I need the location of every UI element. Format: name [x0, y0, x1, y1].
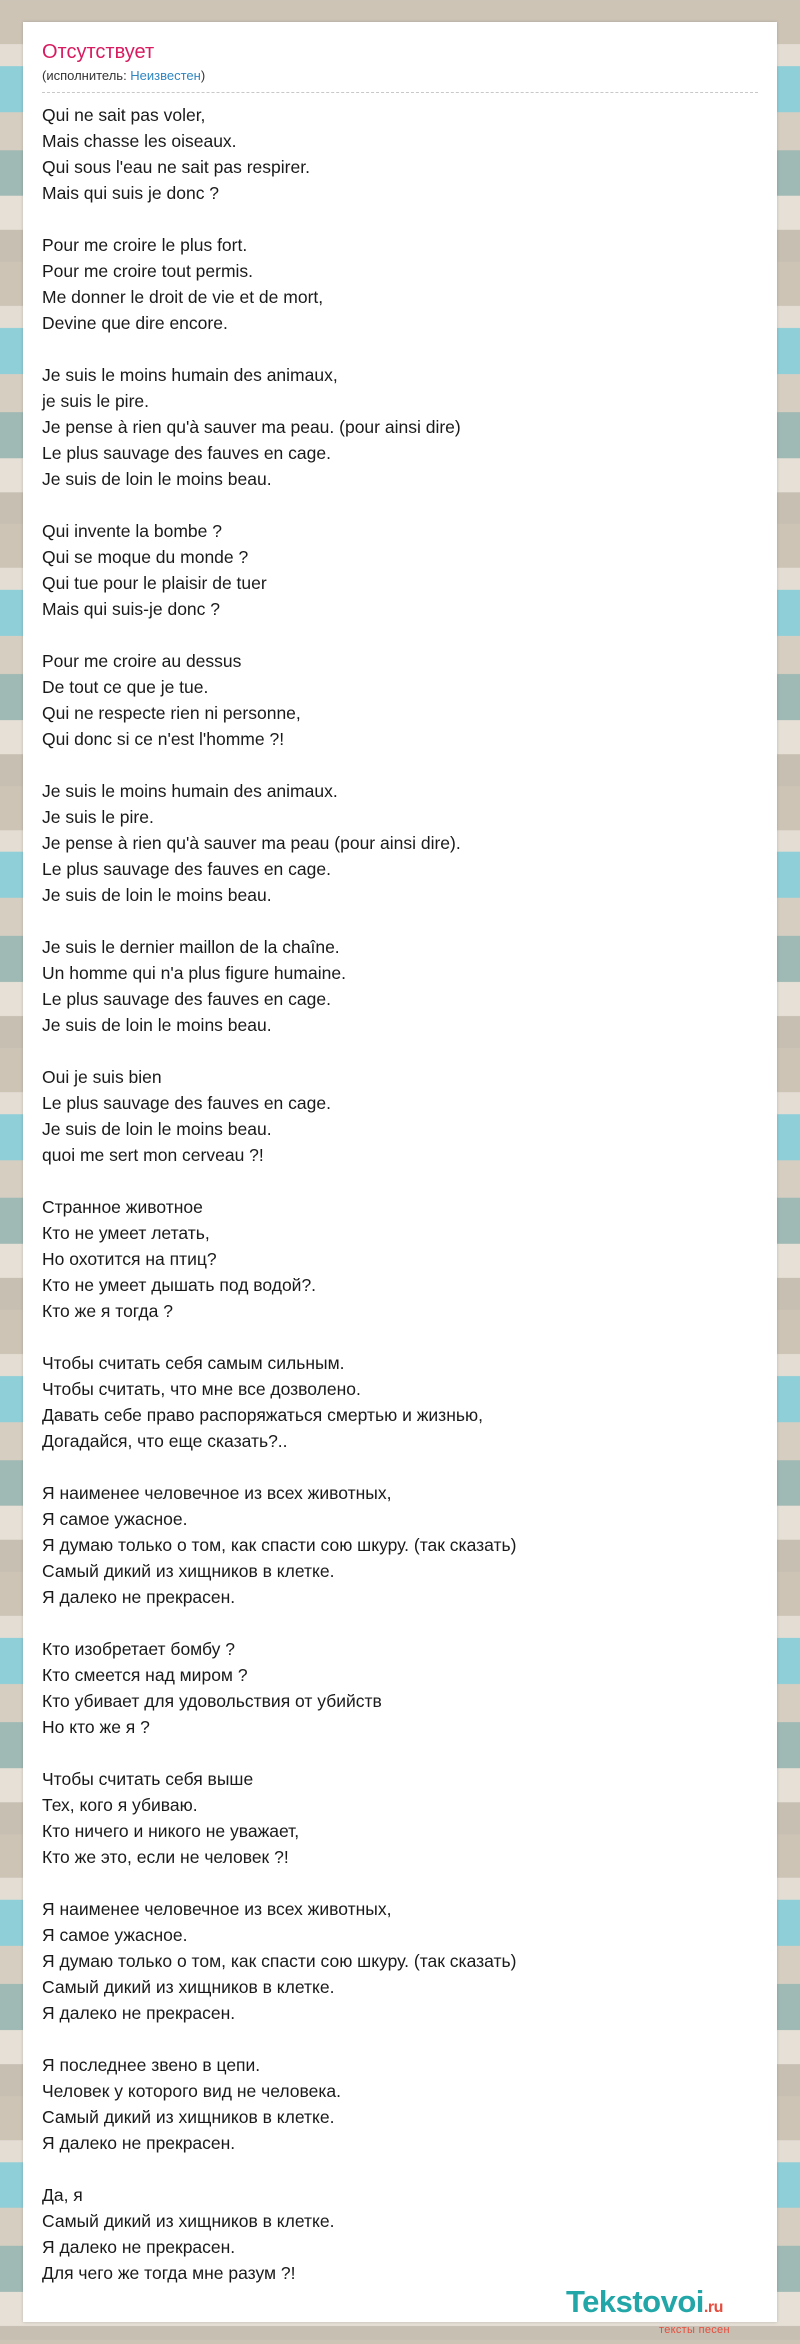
lyrics-stanza	[42, 648, 758, 752]
lyric-line: Чтобы считать, что мне все дозволено.	[42, 1379, 361, 1399]
lyric-line: Mais qui suis-je donc ?	[42, 599, 220, 619]
lyrics-text	[42, 102, 758, 2286]
lyric-line: Qui ne sait pas voler,	[42, 105, 206, 125]
lyric-line: Le plus sauvage des fauves en cage.	[42, 989, 331, 1009]
lyrics-stanza	[42, 2052, 758, 2156]
lyric-line: Je suis de loin le moins beau.	[42, 1015, 272, 1035]
lyric-line: Я далеко не прекрасен.	[42, 2003, 236, 2023]
lyrics-stanza	[42, 1480, 758, 1610]
lyric-line: Je suis le moins humain des animaux,	[42, 365, 338, 385]
lyrics-stanza	[42, 1896, 758, 2026]
lyric-line: Самый дикий из хищников в клетке.	[42, 2211, 335, 2231]
lyric-line: Кто смеется над миром ?	[42, 1665, 248, 1685]
lyric-line: Человек у которого вид не человека.	[42, 2081, 342, 2101]
lyrics-stanza	[42, 1194, 758, 1324]
lyric-line: Кто ничего и никого не уважает,	[42, 1821, 300, 1841]
lyric-line: Je suis de loin le moins beau.	[42, 1119, 272, 1139]
lyric-line: Me donner le droit de vie et de mort,	[42, 287, 324, 307]
lyric-line: Le plus sauvage des fauves en cage.	[42, 859, 331, 879]
lyric-line: Le plus sauvage des fauves en cage.	[42, 443, 331, 463]
lyric-line: Кто убивает для удовольствия от убийств	[42, 1691, 382, 1711]
lyric-line: Давать себе право распоряжаться смертью и жизнью,	[42, 1405, 483, 1425]
header-divider	[42, 92, 758, 93]
lyric-line: Я самое ужасное.	[42, 1925, 188, 1945]
lyric-line: Чтобы считать себя самым сильным.	[42, 1353, 345, 1373]
lyric-line: Чтобы считать себя выше	[42, 1769, 254, 1789]
lyric-line: Pour me croire le plus fort.	[42, 235, 248, 255]
lyric-line: Но охотится на птиц?	[42, 1249, 217, 1269]
lyric-line: Je suis le dernier maillon de la chaîne.	[42, 937, 340, 957]
lyric-line: Je suis de loin le moins beau.	[42, 469, 272, 489]
lyric-line: Кто изобретает бомбу ?	[42, 1639, 236, 1659]
logo-wordmark	[566, 2284, 766, 2326]
lyric-line: Qui invente la bombe ?	[42, 521, 222, 541]
lyric-line: Я думаю только о том, как спасти сою шкуру. (так сказать)	[42, 1951, 517, 1971]
lyrics-stanza	[42, 1636, 758, 1740]
lyrics-stanza	[42, 232, 758, 336]
lyrics-stanza	[42, 2182, 758, 2286]
song-title: Отсутствует	[42, 41, 155, 63]
site-logo[interactable]	[566, 2284, 766, 2344]
lyric-line: Mais qui suis je donc ?	[42, 183, 220, 203]
lyric-line: Самый дикий из хищников в клетке.	[42, 1977, 335, 1997]
lyric-line: Самый дикий из хищников в клетке.	[42, 2107, 335, 2127]
lyrics-stanza	[42, 518, 758, 622]
lyric-line: Je suis le moins humain des animaux.	[42, 781, 338, 801]
lyrics-stanza	[42, 778, 758, 908]
logo-suffix-text: .ru	[703, 2299, 723, 2316]
lyrics-stanza	[42, 1766, 758, 1870]
lyric-line: Да, я	[42, 2185, 83, 2205]
artist-link[interactable]: Неизвестен	[130, 68, 201, 83]
lyric-line: Je suis de loin le moins beau.	[42, 885, 272, 905]
lyric-line: Но кто же я ?	[42, 1717, 150, 1737]
lyric-line: Qui ne respecte rien ni personne,	[42, 703, 301, 723]
logo-main-text: Tekstovoi	[566, 2284, 704, 2319]
lyric-line: Я наименее человечное из всех животных,	[42, 1483, 392, 1503]
lyric-line: Je suis le pire.	[42, 807, 154, 827]
lyric-line: Догадайся, что еще сказать?..	[42, 1431, 288, 1451]
lyric-line: Я далеко не прекрасен.	[42, 2133, 236, 2153]
lyric-line: quoi me sert mon cerveau ?!	[42, 1145, 264, 1165]
lyric-line: Mais chasse les oiseaux.	[42, 131, 237, 151]
lyrics-card	[23, 22, 777, 2336]
lyric-line: Un homme qui n'a plus figure humaine.	[42, 963, 346, 983]
lyrics-stanza	[42, 934, 758, 1038]
lyric-line: Странное животное	[42, 1197, 203, 1217]
lyric-line: Qui se moque du monde ?	[42, 547, 249, 567]
artist-line	[42, 67, 758, 85]
lyrics-stanza	[42, 1350, 758, 1454]
lyric-line: Je pense à rien qu'à sauver ma peau. (pour ainsi dire)	[42, 417, 461, 437]
lyric-line: Кто не умеет летать,	[42, 1223, 210, 1243]
lyric-line: Для чего же тогда мне разум ?!	[42, 2263, 296, 2283]
logo-tagline: тексты песен	[659, 2324, 730, 2336]
lyric-line: Кто не умеет дышать под водой?.	[42, 1275, 317, 1295]
lyric-line: Я наименее человечное из всех животных,	[42, 1899, 392, 1919]
lyric-line: Devine que dire encore.	[42, 313, 228, 333]
lyric-line: Qui tue pour le plaisir de tuer	[42, 573, 267, 593]
lyric-line: De tout ce que je tue.	[42, 677, 209, 697]
lyric-line: Le plus sauvage des fauves en cage.	[42, 1093, 331, 1113]
lyric-line: Самый дикий из хищников в клетке.	[42, 1561, 335, 1581]
lyric-line: Я далеко не прекрасен.	[42, 1587, 236, 1607]
lyric-line: Я самое ужасное.	[42, 1509, 188, 1529]
lyric-line: Я думаю только о том, как спасти сою шкуру. (так сказать)	[42, 1535, 517, 1555]
lyric-line: Oui je suis bien	[42, 1067, 162, 1087]
artist-prefix: (исполнитель:	[42, 68, 131, 83]
lyrics-stanza	[42, 362, 758, 492]
lyric-line: Pour me croire au dessus	[42, 651, 242, 671]
artist-suffix: )	[200, 68, 206, 83]
lyric-line: Pour me croire tout permis.	[42, 261, 254, 281]
song-header	[42, 40, 758, 85]
lyrics-stanza	[42, 102, 758, 206]
lyric-line: Qui donc si ce n'est l'homme ?!	[42, 729, 285, 749]
lyric-line: Я последнее звено в цепи.	[42, 2055, 261, 2075]
lyric-line: Кто же я тогда ?	[42, 1301, 173, 1321]
lyrics-stanza	[42, 1064, 758, 1168]
lyric-line: Qui sous l'eau ne sait pas respirer.	[42, 157, 310, 177]
lyric-line: Je pense à rien qu'à sauver ma peau (pour ainsi dire).	[42, 833, 461, 853]
lyric-line: Кто же это, если не человек ?!	[42, 1847, 289, 1867]
lyric-line: Тех, кого я убиваю.	[42, 1795, 198, 1815]
lyric-line: je suis le pire.	[42, 391, 149, 411]
lyric-line: Я далеко не прекрасен.	[42, 2237, 236, 2257]
